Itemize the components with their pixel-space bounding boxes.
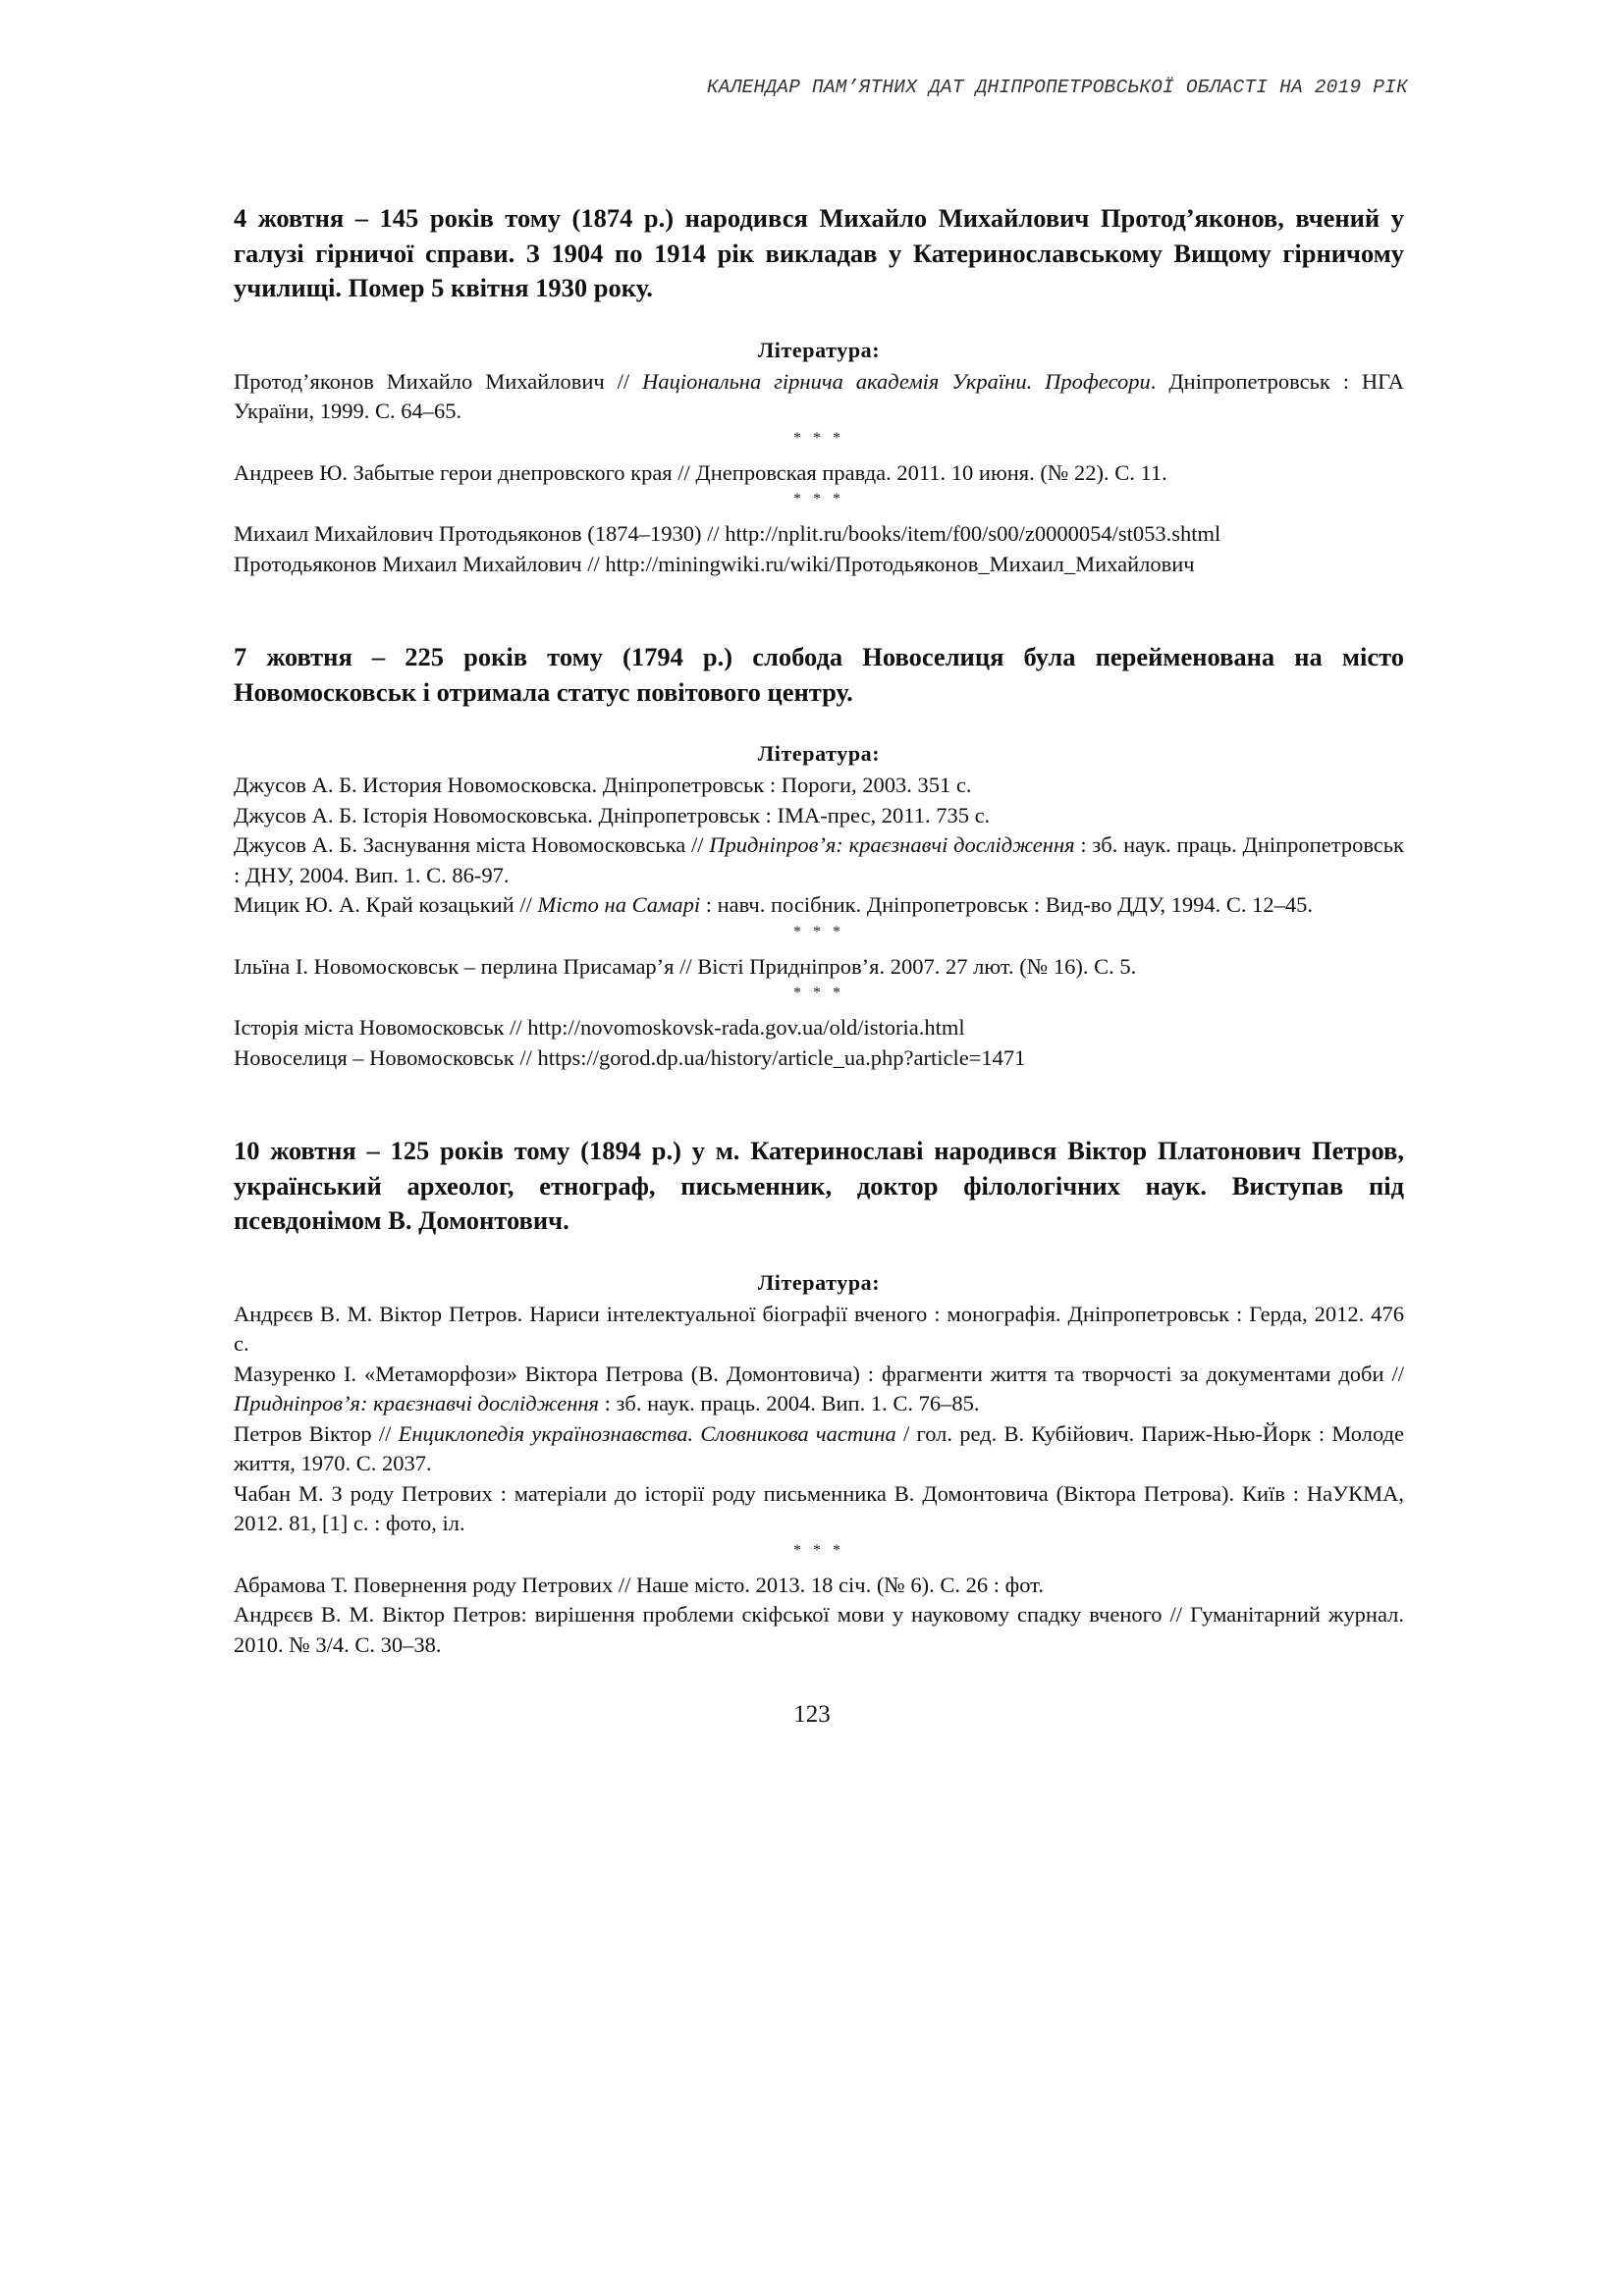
separator: * * *	[793, 923, 844, 940]
page-number: 123	[793, 1701, 831, 1728]
reference-item: Протодьяконов Михаил Михайлович // http://miningwiki.ru/wiki/Протодьяконов_Михаил_Михайлович	[234, 551, 1195, 576]
reference-item: Андрєєв В. М. Віктор Петров. Нариси інтелектуальної біографії вченого : монографія. Дніпропетровськ : Герда, 2012. 476 с.	[234, 1301, 1404, 1356]
reference-item: Новоселиця – Новомосковськ // https://gorod.dp.ua/history/article_ua.php?article=1471	[234, 1044, 1026, 1070]
reference-item: Ільїна І. Новомосковськ – перлина Присамар’я // Вісті Придніпров’я. 2007. 27 лют. (№ 16). С. 5.	[234, 953, 1137, 979]
separator: * * *	[793, 491, 844, 507]
reference-item: Петров Віктор // Енциклопедія українознавства. Словникова частина / гол. ред. В. Кубійович. Париж-Нью-Йорк : Молоде життя, 1970. С. 2037.	[234, 1420, 1404, 1475]
entry-title: 10 жовтня – 125 років тому (1894 р.) у м. Катеринославі народився Віктор Платонович Петров, український археолог, етнограф, письменник, доктор філологічних наук. Виступав під псевдонімом В. Домонтович.	[234, 1136, 1404, 1235]
separator: * * *	[793, 1541, 844, 1559]
reference-item: Чабан М. З роду Петрових : матеріали до історії роду письменника В. Домонтовича (Віктора Петрова). Київ : НаУКМА, 2012. 81, [1] с. : фото, іл.	[234, 1480, 1404, 1535]
literature-heading: Література:	[757, 1269, 881, 1295]
reference-item: Мазуренко І. «Метаморфози» Віктора Петрова (В. Домонтовича) : фрагменти життя та творчості за документами доби // Придніпров’я: краєзнавчі дослідження : зб. наук. праць. 2004. Вип. 1. С. 76–85.	[234, 1361, 1404, 1415]
calendar-entry	[234, 201, 1404, 579]
separator: * * *	[793, 985, 844, 1001]
separator: * * *	[793, 429, 844, 447]
page-content	[234, 201, 1404, 1660]
reference-item: Історія міста Новомосковськ // http://novomoskovsk-rada.gov.ua/old/istoria.html	[234, 1015, 965, 1040]
reference-item: Абрамова Т. Повернення роду Петрових // Наше місто. 2013. 18 січ. (№ 6). С. 26 : фот.	[234, 1572, 1044, 1597]
entry-title: 7 жовтня – 225 років тому (1794 р.) слобода Новоселиця була перейменована на місто Новомосковськ і отримала статус повітового центру.	[234, 642, 1404, 707]
reference-item: Джусов А. Б. Історія Новомосковська. Дніпропетровськ : ІМА-прес, 2011. 735 с.	[234, 802, 991, 828]
running-header: КАЛЕНДАР ПАМ’ЯТНИХ ДАТ ДНІПРОПЕТРОВСЬКОЇ ОБЛАСТІ НА 2019 РІК	[706, 77, 1408, 98]
literature-heading: Література:	[757, 337, 881, 362]
literature-heading: Література:	[757, 741, 881, 766]
reference-item: Джусов А. Б. Заснування міста Новомосковська // Придніпров’я: краєзнавчі дослідження : зб. наук. праць. Дніпропетровськ : ДНУ, 2004. Вип. 1. С. 86-97.	[234, 832, 1404, 887]
calendar-entry	[234, 640, 1404, 1073]
reference-item: Андреев Ю. Забытые герои днепровского края // Днепровская правда. 2011. 10 июня. (№ 22). С. 11.	[234, 459, 1167, 485]
reference-item: Мицик Ю. А. Край козацький // Місто на Самарі : навч. посібник. Дніпропетровськ : Вид-во ДДУ, 1994. С. 12–45.	[234, 892, 1313, 917]
reference-item: Михаил Михайлович Протодьяконов (1874–1930) // http://nplit.ru/books/item/f00/s00/z0000054/st053.shtml	[234, 521, 1221, 546]
reference-item: Джусов А. Б. История Новомосковска. Дніпропетровськ : Пороги, 2003. 351 с.	[234, 773, 972, 797]
calendar-entry	[234, 1134, 1404, 1660]
entry-title: 4 жовтня – 145 років тому (1874 р.) народився Михайло Михайлович Протод’яконов, вчений у галузі гірничої справи. З 1904 по 1914 рік викладав у Катеринославському Вищому гірничому училищі. Помер 5 квітня 1930 року.	[234, 203, 1404, 302]
reference-item: Протод’яконов Михайло Михайлович // Національна гірнича академія України. Професори. Дніпропетровськ : НГА України, 1999. С. 64–65.	[234, 368, 1404, 423]
reference-item: Андрєєв В. М. Віктор Петров: вирішення проблеми скіфської мови у науковому спадку вченого // Гуманітарний журнал. 2010. № 3/4. С. 30–38.	[234, 1602, 1404, 1657]
